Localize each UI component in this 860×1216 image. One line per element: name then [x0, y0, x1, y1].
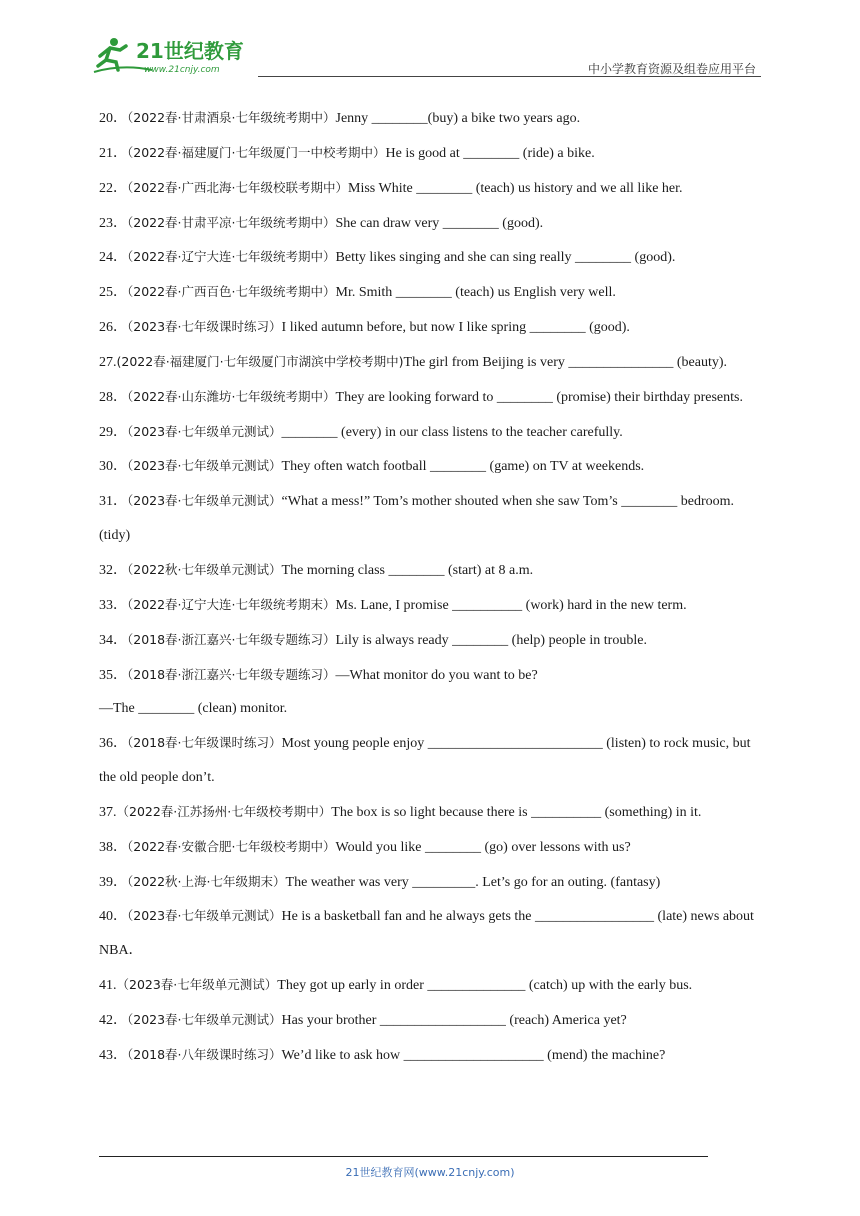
- question-text: Lily is always ready ________ (help) people in trouble.: [335, 632, 647, 648]
- question-number: 41.: [99, 978, 117, 994]
- question-source: （2018春·浙江嘉兴·七年级专题练习）: [127, 666, 336, 682]
- question-number: 43．: [99, 1047, 127, 1063]
- header-divider: [258, 76, 761, 77]
- question-item: [99, 449, 763, 484]
- question-item: [99, 136, 763, 171]
- question-number: 33．: [99, 597, 127, 613]
- question-source: （2022春·安徽合肥·七年级校考期中）: [127, 838, 336, 854]
- question-number: 32．: [99, 562, 127, 578]
- question-item: [99, 484, 763, 553]
- question-source: （2023春·七年级单元测试）: [127, 458, 282, 474]
- question-text: Has your brother __________________ (reach) America yet?: [281, 1012, 627, 1028]
- question-text: She can draw very ________ (good).: [335, 215, 544, 231]
- question-item: [99, 623, 763, 658]
- question-source: （2023春·七年级单元测试）: [127, 423, 282, 439]
- question-source: （2022春·福建厦门·七年级厦门一中校考期中）: [127, 144, 386, 160]
- question-item: [99, 658, 763, 693]
- question-text: The weather was very _________. Let’s go for an outing. (fantasy): [285, 874, 661, 890]
- question-text: Miss White ________ (teach) us history and we all like her.: [348, 180, 683, 196]
- question-number: 22．: [99, 180, 127, 196]
- question-item: [99, 1038, 763, 1073]
- question-source: （2022春·江苏扬州·七年级校考期中）: [116, 803, 332, 819]
- platform-name: 中小学教育资源及组卷应用平台: [587, 62, 756, 76]
- question-answer-line: —The ________ (clean) monitor.: [99, 701, 288, 717]
- question-number: 40．: [99, 909, 127, 925]
- question-item: [99, 795, 763, 830]
- question-number: 27.: [99, 354, 117, 370]
- question-item: [99, 171, 763, 206]
- question-text: ________ (every) in our class listens to the teacher carefully.: [281, 424, 623, 440]
- question-number: 28．: [99, 389, 127, 405]
- question-source: （2022春·辽宁大连·七年级统考期中）: [127, 249, 336, 265]
- question-number: 34．: [99, 632, 127, 648]
- question-item: [99, 345, 763, 380]
- question-item: [99, 865, 763, 900]
- svg-text:21世纪教育: 21世纪教育: [136, 39, 244, 63]
- question-source: （2022春·甘肃平凉·七年级统考期中）: [127, 214, 336, 230]
- question-item: [99, 206, 763, 241]
- question-source: （2022春·甘肃酒泉·七年级统考期中）: [127, 110, 336, 125]
- question-text: Ms. Lane, I promise __________ (work) hard in the new term.: [335, 597, 687, 613]
- page-header: [0, 0, 860, 82]
- question-number: 39．: [99, 874, 127, 890]
- question-item: [99, 1003, 763, 1038]
- footer-divider: [99, 1156, 708, 1157]
- question-text: The box is so light because there is __________ (something) in it.: [331, 804, 702, 820]
- question-text: Betty likes singing and she can sing really ________ (good).: [335, 250, 676, 266]
- question-item: [99, 275, 763, 310]
- question-text: —What monitor do you want to be?: [335, 667, 538, 683]
- question-text: They got up early in order ______________ (catch) up with the early bus.: [277, 978, 693, 994]
- question-item: [99, 830, 763, 865]
- question-item: [99, 380, 763, 415]
- question-source: （2018春·七年级课时练习）: [127, 735, 282, 751]
- question-item: [99, 101, 763, 136]
- question-number: 30．: [99, 459, 127, 475]
- question-text: Mr. Smith ________ (teach) us English very well.: [335, 285, 616, 301]
- question-list: [99, 101, 763, 1073]
- question-item: [99, 588, 763, 623]
- question-source: （2022春·辽宁大连·七年级统考期末）: [127, 596, 336, 612]
- question-source: （2022春·广西北海·七年级校联考期中）: [127, 179, 349, 195]
- runner-logo-icon: [92, 34, 262, 78]
- question-number: 29．: [99, 424, 127, 440]
- svg-text:www.21cnjy.com: www.21cnjy.com: [144, 65, 220, 75]
- question-text: He is a basketball fan and he always gets the _________________ (late) news about NBA．: [99, 909, 754, 959]
- question-source: （2022秋·上海·七年级期末）: [127, 873, 286, 889]
- question-text: I liked autumn before, but now I like spring ________ (good).: [281, 320, 630, 336]
- question-item: [99, 240, 763, 275]
- question-source: （2023春·七年级单元测试）: [127, 908, 282, 924]
- question-number: 26．: [99, 320, 127, 336]
- question-text: He is good at ________ (ride) a bike.: [385, 145, 595, 161]
- question-source: （2023春·七年级单元测试）: [116, 977, 278, 993]
- question-item: [99, 310, 763, 345]
- question-number: 24．: [99, 250, 127, 266]
- question-source: （2022秋·七年级单元测试）: [127, 561, 282, 577]
- question-number: 31．: [99, 494, 127, 510]
- question-text: Would you like ________ (go) over lessons with us?: [335, 839, 631, 855]
- footer-text: 21世纪教育网(www.21cnjy.com): [345, 1166, 515, 1179]
- question-text: The morning class ________ (start) at 8 a.m.: [281, 562, 534, 578]
- question-source: (2022春·福建厦门·七年级厦门市湖滨中学校考期中): [116, 353, 404, 369]
- question-text: The girl from Beijing is very _______________ (beauty).: [403, 354, 728, 370]
- question-item: [99, 726, 763, 795]
- question-number: 37.: [99, 804, 117, 820]
- question-number: 25．: [99, 285, 127, 301]
- question-text: They often watch football ________ (game) on TV at weekends.: [281, 459, 645, 475]
- question-item: [99, 415, 763, 450]
- question-source: （2022春·广西百色·七年级统考期中）: [127, 284, 336, 300]
- question-source: （2018春·八年级课时练习）: [127, 1046, 282, 1062]
- question-text: “What a mess!” Tom’s mother shouted when she saw Tom’s ________ bedroom. (tidy): [99, 494, 734, 544]
- question-number: 20．: [99, 111, 127, 126]
- question-source: （2023春·七年级课时练习）: [127, 319, 282, 335]
- question-source: （2023春·七年级单元测试）: [127, 493, 282, 509]
- question-number: 23．: [99, 215, 127, 231]
- question-number: 42．: [99, 1012, 127, 1028]
- question-item: [99, 899, 763, 968]
- question-item: [99, 553, 763, 588]
- question-text: They are looking forward to ________ (promise) their birthday presents.: [335, 389, 743, 405]
- question-number: 21．: [99, 145, 127, 161]
- question-text: Jenny ________(buy) a bike two years ago.: [335, 111, 581, 126]
- question-source: （2022春·山东潍坊·七年级统考期中）: [127, 388, 336, 404]
- question-source: （2018春·浙江嘉兴·七年级专题练习）: [127, 631, 336, 647]
- question-number: 35．: [99, 667, 127, 683]
- question-text: We’d like to ask how ____________________ (mend) the machine?: [281, 1047, 666, 1063]
- question-number: 38．: [99, 839, 127, 855]
- question-number: 36．: [99, 736, 127, 752]
- question-text: Most young people enjoy _________________________ (listen) to rock music, but the old people don’t.: [99, 736, 751, 786]
- logo: [92, 34, 262, 78]
- question-item: [99, 968, 763, 1003]
- question-source: （2023春·七年级单元测试）: [127, 1011, 282, 1027]
